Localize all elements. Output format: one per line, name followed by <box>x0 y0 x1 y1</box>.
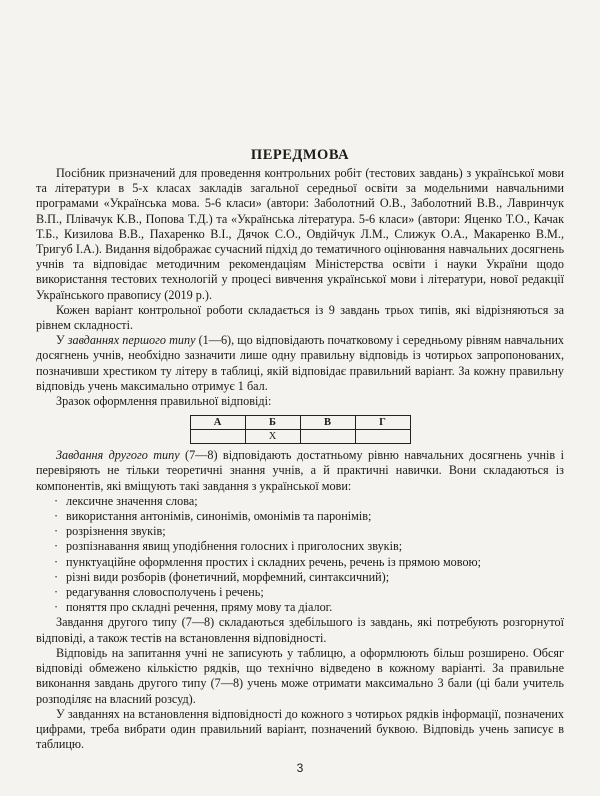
sample-answer-table <box>190 415 411 444</box>
paragraph-answer-format: Відповідь на запитання учні не записують у таблицю, а оформлюють більш розширено. Обсяг відповіді обмежено кількістю рядків, що технічно відведено в кожному варіанті. За правильне виконання завдань другого типу (7—8) учень може отримати максимально 3 бали (ці бали учитель розподіляє на власний розсуд). <box>36 645 564 706</box>
list-item <box>36 585 564 600</box>
table-header-cell: А <box>190 416 245 430</box>
bullet-icon: · <box>54 554 59 569</box>
emphasis-first-type: завданнях першого типу <box>67 333 196 348</box>
bullet-icon: · <box>54 600 59 615</box>
list-item-text: розпізнавання явищ уподібнення голосних і приголосних звуків; <box>66 539 403 554</box>
list-item <box>36 539 564 554</box>
list-item-text: редагування словосполучень і речень; <box>66 585 264 600</box>
list-item <box>36 600 564 615</box>
table-answer-cell <box>190 430 245 444</box>
table-header-cell: Б <box>245 416 300 430</box>
bullet-icon: · <box>54 569 59 584</box>
list-item <box>36 524 564 539</box>
list-item <box>36 494 564 509</box>
table-header-cell: В <box>300 416 355 430</box>
text-segment: У <box>56 333 68 348</box>
list-item-text: поняття про складні речення, пряму мову та діалог. <box>66 600 333 615</box>
table-header-cell: Г <box>355 416 410 430</box>
paragraph-first-type <box>36 333 564 394</box>
bullet-icon: · <box>54 585 59 600</box>
paragraph-sample-caption: Зразок оформлення правильної відповіді: <box>56 394 272 409</box>
emphasis-second-type: Завдання другого типу <box>56 448 180 463</box>
page-title: ПЕРЕДМОВА <box>250 147 350 163</box>
list-item <box>36 509 564 524</box>
list-item <box>36 570 564 585</box>
list-item-text: використання антонімів, синонімів, омонімів та паронімів; <box>66 509 372 524</box>
paragraph-second-type <box>36 448 564 494</box>
table-header-row <box>190 416 410 430</box>
page-number: 3 <box>296 761 304 775</box>
list-item-text: лексичне значення слова; <box>66 493 198 508</box>
table-answer-cell <box>355 430 410 444</box>
preface-body <box>36 166 564 752</box>
bullet-icon: · <box>54 493 59 508</box>
list-item-text: різні види розборів (фонетичний, морфемний, синтаксичний); <box>66 569 390 584</box>
list-item-text: розрізнення звуків; <box>66 524 166 539</box>
text-segment: (7—8) відповідають достатньому рівню навчальних досягнень учнів і перевіряють не тільки теоретичні знання учнів, а й практичні навички. Вони складаються із компонентів, які вміщують такі завдання з української мови: <box>36 448 564 493</box>
list-item-text: пунктуаційне оформлення простих і складних речень, речень із прямою мовою; <box>66 554 482 569</box>
bullet-icon: · <box>54 509 59 524</box>
task-components-list <box>36 494 564 616</box>
paragraph-second-type-detail: Завдання другого типу (7—8) складаються здебільшого із завдань, які потребують розгорнутої відповіді, а також тестів на встановлення відповідності. <box>36 615 564 645</box>
bullet-icon: · <box>54 539 59 554</box>
paragraph-structure: Кожен варіант контрольної роботи складається із 9 завдань трьох типів, які відрізняються за рівнем складності. <box>36 302 564 333</box>
list-item <box>36 555 564 570</box>
paragraph-intro: Посібник призначений для проведення контрольних робіт (тестових завдань) з української мови та літератури в 5-х класах закладів загальної середньої освіти за модельними навчальними програмами «Українська мова. 5-6 класи» (автори: Заболотний О.В., Заболотний В.В., Лавринчук В.П., Плівачук К.В., Попова Т.Д.) та «Українська література. 5-6 класи» (автори: Яценко Т.О., Качак Т.Б., Кизилова В.В., Пахаренко В.І., Дячок С.О., Овдійчук Л.М., Слижук О.А., Макаренко В.М., Тригуб І.А.). Видання відображає сучасний підхід до тематичного оцінювання навчальних досягнень учнів та відповідає методичним рекомендаціям Міністерства освіти і науки України щодо використання тестових технологій у процесі вивчення української мови і літератури, нової редакції Українського правопису (2019 р.). <box>36 166 564 302</box>
text-segment: (1—6), що відповідають початковому і середньому рівням навчальних досягнень учнів, необхідно зазначити лише одну правильну відповідь із чотирьох запропонованих, позначивши хрестиком ту літеру в таблиці, якій відповідає правильний варіант. За кожну правильну відповідь учень максимально отримує 1 бал. <box>36 333 564 393</box>
table-answer-row <box>190 430 410 444</box>
table-answer-cell <box>300 430 355 444</box>
bullet-icon: · <box>54 524 59 539</box>
table-answer-cell: Х <box>245 430 300 444</box>
paragraph-matching: У завданнях на встановлення відповідності до кожного з чотирьох рядків інформації, позначених цифрами, треба вибрати один правильний варіант, позначений буквою. Відповідь учень записує в таблицю. <box>36 706 564 752</box>
